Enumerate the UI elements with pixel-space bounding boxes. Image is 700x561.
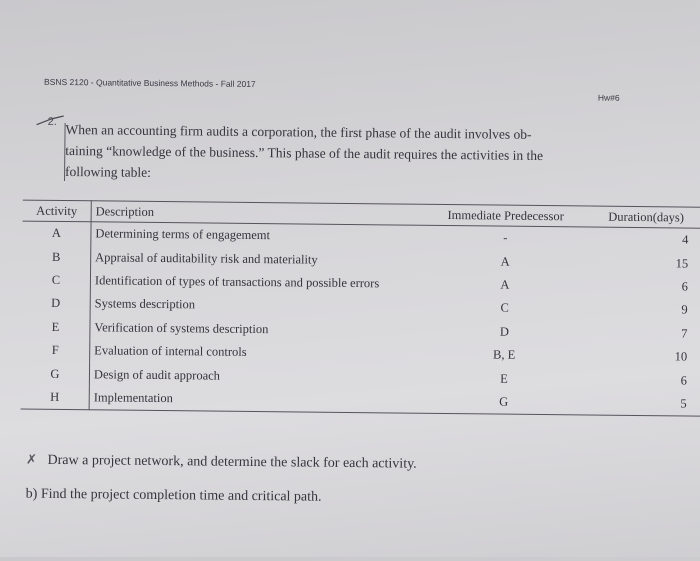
cell-predecessor: E xyxy=(500,371,508,386)
cell-activity: C xyxy=(22,268,91,292)
cell-duration: 10 xyxy=(674,349,688,364)
cell-activity: F xyxy=(21,339,90,363)
cell-description: Implementation xyxy=(89,386,420,413)
cell-description: Identification of types of transactions and possible errors xyxy=(94,273,380,291)
part-a xyxy=(26,453,417,491)
course-header: BSNS 2120 - Quantitative Business Methods - Fall 2017 xyxy=(43,76,256,90)
part-a-text: Draw a project network, and determine the slack for each activity. xyxy=(47,452,417,472)
cell-predecessor: A xyxy=(500,277,510,292)
cell-duration: 7 xyxy=(681,326,688,341)
part-b: b) Find the project completion time and critical path. xyxy=(25,486,322,505)
cell-predecessor: D xyxy=(499,324,510,339)
cell-activity: H xyxy=(21,385,90,410)
cell-activity: D xyxy=(22,292,91,316)
cell-description: Evaluation of internal controls xyxy=(94,343,247,360)
question-text xyxy=(65,119,666,188)
cell-activity: B xyxy=(22,245,91,269)
homework-number: Hw#6 xyxy=(597,92,620,103)
cell-duration: 6 xyxy=(681,279,689,294)
check-mark-icon: ✗ xyxy=(25,452,38,468)
cell-duration: 9 xyxy=(681,302,688,317)
cell-description: Verification of systems description xyxy=(94,320,269,336)
header-description: Description xyxy=(91,201,422,225)
cell-predecessor: G xyxy=(420,389,588,415)
header-duration: Duration(days) xyxy=(590,206,700,228)
activities-table xyxy=(21,200,700,417)
question-line: following table: xyxy=(65,164,152,180)
cell-duration: 15 xyxy=(675,255,689,271)
cell-activity: A xyxy=(22,221,91,246)
cell-duration: 6 xyxy=(680,373,688,388)
question-line: When an accounting firm audits a corporation, the first phase of the audit involves ob- xyxy=(65,122,532,142)
cell-description: Systems description xyxy=(94,296,196,312)
cell-predecessor: B, E xyxy=(493,347,516,362)
header-predecessor: Immediate Predecessor xyxy=(422,204,590,227)
question-number: 2. xyxy=(47,115,57,128)
question-line: taining “knowledge of the business.” This phase of the audit requires the activities in the xyxy=(65,143,544,164)
header-activity: Activity xyxy=(23,200,92,222)
cell-duration: 4 xyxy=(682,232,689,247)
cell-predecessor: - xyxy=(503,230,508,245)
cell-description: Determining terms of engagememt xyxy=(95,226,271,243)
cell-predecessor: A xyxy=(500,254,510,269)
cell-duration: 5 xyxy=(588,391,700,416)
cell-description: Design of audit approach xyxy=(93,366,221,383)
cell-predecessor: C xyxy=(500,300,509,316)
question-parts xyxy=(25,453,416,525)
cell-activity: G xyxy=(21,362,90,386)
cell-description: Appraisal of auditability risk and materiality xyxy=(95,249,318,267)
cell-activity: E xyxy=(21,315,90,339)
